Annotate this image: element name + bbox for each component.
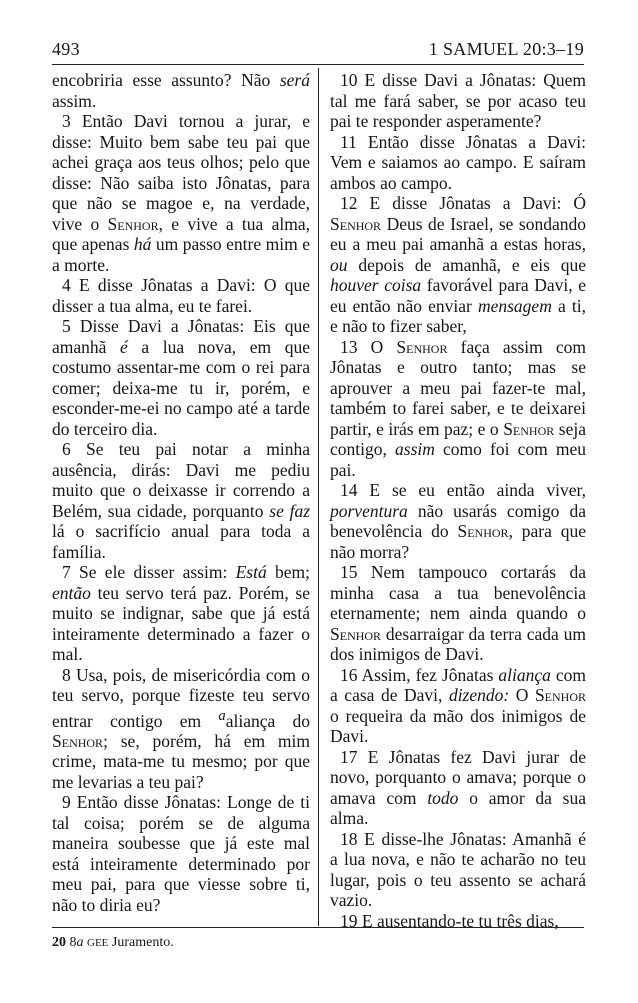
verse-paragraph: 6 Se teu pai notar a minha ausência, dirás: Davi me pediu muito que o deixasse ir correndo a Belém, sua cidade, porquanto se faz lá o sacrifício anual para toda a família. bbox=[52, 439, 311, 562]
right-column bbox=[330, 70, 586, 931]
verse-paragraph: 10 E disse Davi a Jônatas: Quem tal me fará saber, se por acaso teu pai te responder asperamente? bbox=[330, 70, 586, 131]
verse-paragraph: 18 E disse-lhe Jônatas: Amanhã é a lua nova, e não te acharão no teu lugar, pois o teu assento se achará vazio. bbox=[330, 828, 586, 910]
footnote-chapter: 20 bbox=[52, 935, 66, 950]
verse-paragraph: 13 O Senhor faça assim com Jônatas e outro tanto; mas se aprouver a meu pai fazer-te mal, também to farei saber, e te deixarei partir, e irás em paz; e o Senhor seja contigo, assim como foi com meu pai. bbox=[330, 336, 587, 480]
running-head: 1 SAMUEL 20:3–19 bbox=[428, 39, 584, 59]
left-column bbox=[52, 70, 310, 915]
verse-paragraph: 7 Se ele disser assim: Está bem; então teu servo terá paz. Porém, se muito se indignar, sabe que já está inteiramente determinado a fazer o mal. bbox=[52, 562, 310, 664]
verse-paragraph: 14 E se eu então ainda viver, porventura não usarás comigo da benevolência do Senhor, para que não morra? bbox=[330, 480, 586, 562]
footnote-text: Juramento. bbox=[111, 935, 174, 950]
footnote bbox=[52, 934, 174, 952]
verse-paragraph: 8 Usa, pois, de misericórdia com o teu servo, porque fizeste teu servo entrar contigo em $^a$aliança do Senhor; se, porém, há em mim crime, mata-me tu mesmo; por que me levarias a teu pai? bbox=[52, 664, 310, 792]
verse-paragraph: 5 Disse Davi a Jônatas: Eis que amanhã é a lua nova, em que costumo assentar-me com o rei para comer; deixa-me tu ir, porém, e esconder-me-ei no campo até a tarde do terceiro dia. bbox=[52, 316, 310, 439]
verse-paragraph: 15 Nem tampouco cortarás da minha casa a tua benevolência eternamente; nem ainda quando o Senhor desarraigar da terra cada um dos inimigos de Davi. bbox=[330, 562, 586, 664]
footnote-marker: a bbox=[218, 707, 226, 724]
footnote-abbr: GEE bbox=[87, 937, 109, 949]
header-rule bbox=[52, 64, 584, 65]
verse-paragraph: 9 Então disse Jônatas: Longe de ti tal coisa; porém se de alguma maneira soubesse que já este mal está inteiramente determinado por meu pai, para que viesse sobre ti, não to diria eu? bbox=[52, 792, 310, 915]
verse-paragraph: 11 Então disse Jônatas a Davi: Vem e saiamos ao campo. E saíram ambos ao campo. bbox=[330, 131, 586, 193]
verse-paragraph: encobriria esse assunto? Não será assim. bbox=[52, 70, 310, 111]
footnote-letter: a bbox=[76, 935, 84, 950]
verse-paragraph: 4 E disse Jônatas a Davi: O que disser a tua alma, eu te farei. bbox=[52, 275, 310, 316]
footnote-rule bbox=[52, 927, 584, 928]
footnote-verse: 8 bbox=[69, 935, 77, 950]
verse-paragraph: 17 E Jônatas fez Davi jurar de novo, porquanto o amava; porque o amava com todo o amor da sua alma. bbox=[330, 746, 586, 828]
verse-paragraph: 3 Então Davi tornou a jurar, e disse: Muito bem sabe teu pai que achei graça aos teus olhos; pelo que disse: Não saiba isto Jônatas, para que não se magoe e, na verdade, vive o Senhor, e vive a tua alma, que apenas há um passo entre mim e a morte. bbox=[52, 111, 310, 275]
verse-paragraph: 12 E disse Jônatas a Davi: Ó Senhor Deus de Israel, se sondando eu a meu pai amanhã a estas horas, ou depois de amanhã, e eis que houver coisa favorável para Davi, e eu então não enviar mensagem a ti, e não to fizer saber, bbox=[330, 193, 587, 336]
page-header bbox=[52, 38, 584, 60]
verse-paragraph: 19 E ausentando-te tu três dias, bbox=[340, 910, 559, 931]
page-number: 493 bbox=[52, 39, 80, 59]
verse-paragraph: 16 Assim, fez Jônatas aliança com a casa de Davi, dizendo: O Senhor o requeira da mão dos inimigos de Davi. bbox=[330, 664, 587, 746]
column-divider bbox=[318, 68, 319, 926]
